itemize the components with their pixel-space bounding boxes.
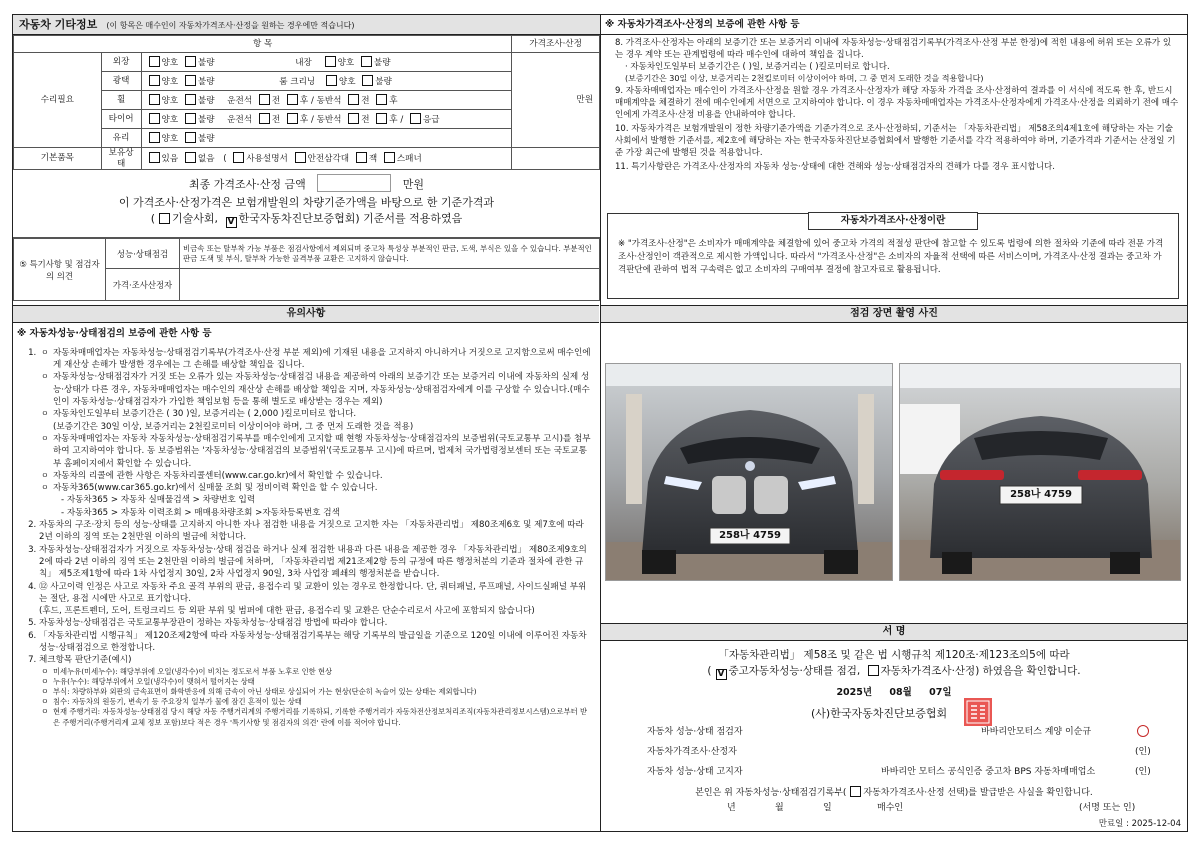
right-column [601,15,1187,831]
notifier-value: 바바리안 모터스 공식인증 중고차 BPS 자동차매매업소 [881,767,1096,777]
driver-side-label: 운전석 [227,114,253,125]
notes-subtitle: ※ 자동차성능·상태점검의 보증에 관한 사항 등 [17,328,212,339]
rear-photo [899,363,1181,581]
note-text: 7. 체크항목 판단기준(예시) [39,655,132,666]
item-column-header: 항 목 [14,36,512,53]
bad-label: 불량 [375,76,392,87]
criteria-item: ㅇ 침수: 자동차의 원동기, 변속기 등 주요장치 일부가 물에 잠긴 흔적이 있는 상태 [39,697,591,707]
notes-section [13,325,599,728]
signature-check-line [601,665,1187,680]
price-warranty-title: ※ 자동차가격조사·산정의 보증에 관한 사항 등 [601,15,1187,35]
signature-org: (사)한국자동차진단보증협회 [811,707,948,720]
final-price-block [13,170,600,238]
good-label: 양호 [161,95,179,106]
other-info-header [13,15,600,35]
front-label: 전 [361,95,370,106]
notes-list [13,347,591,728]
exterior-row [141,53,512,72]
price-item-9: 9. 자동차매매업자는 매수인이 가격조사·산정을 원할 경우 가격조사·산정자가 해당 자동차 가격을 조사·산정하여 결과를 이 서식에 적도록 한 후, 반드시 매매계약을 체결하기 전에 매수인에게 서면으로 고지하여야 합니다. 이 경우 자동차매매업자는 가격조사·산정자에게 가격조사·산정을 의뢰하기 전에 매수인에게 가격조사·산정 비용을 안내하여야 합니다. [615,86,1179,120]
wheel-good-checkbox[interactable] [149,94,160,105]
tech-society-checkbox[interactable] [159,213,170,224]
glass-label: 유리 [101,129,141,148]
other-info-title: 자동차 기타정보 [19,18,98,31]
special-notes-table [13,238,600,301]
interior-label: 내장 [295,57,312,68]
price-definition-box [607,213,1179,299]
wheel-label: 휠 [101,91,141,110]
note-bullet-sub: (보증기간은 30일 이상, 보증거리는 2천킬로미터 이상이어야 하며, 그 중 먼저 도래한 것을 적용) [53,421,414,432]
wheel-passenger-front-checkbox[interactable] [348,94,359,105]
note-bullet: ㅇ 자동차성능·상태점검자가 거짓 또는 오류가 있는 자동차성능·상태점검 내용을 제공하여 아래의 보증기간 또는 보증거리 이내에 자동차의 실제 성능·상태가 다른 경우, 자동차매매업자는 매수인의 재산상 손해를 배상할 책임을 지며, 자동차성능·상태점검자에게 이를 구상할 수 있습니다.(매수인이 자동차성능·상태점검자가 가입한 책임보험 등을 통해 별도로 배상받는 경우는 제외) [39,371,591,408]
perf-check-label: 중고자동차성능·상태를 점검, [728,665,861,677]
rear-license-plate: 258나 4759 [1010,489,1072,500]
bad-label: 불량 [373,57,391,68]
good-label: 양호 [161,76,179,87]
price-item-8-warranty: · 자동차인도일부터 보증기간은 ( )일, 보증거리는 ( )킬로미터로 합니다. [625,62,890,72]
glass-bad-checkbox[interactable] [185,132,196,143]
price-item-8: 8. 가격조사·산정자는 아래의 보증기간 또는 보증거리 이내에 자동차성능·상태점검기록부(가격조사·산정 부분 한정)에 적힌 내용에 허위 또는 오류가 있는 경우 계약 또는 관계법령에 따라 매수인에 대하여 책임을 집니다. [615,38,1172,60]
date-year-unit: 년 [862,687,873,698]
perf-check-checkbox[interactable]: V [716,669,727,680]
bad-label: 불량 [197,57,215,68]
triangle-label: 안전삼각대 [307,154,350,165]
note-bullet: ㅇ 자동차의 리콜에 관한 사항은 자동차리콜센터(www.car.go.kr)에서 확인할 수 있습니다. [39,470,591,482]
basis-open-paren: ( [150,212,155,226]
exterior-label: 외장 [101,53,141,72]
inspector-value: 바바리안모터스 계양 이순규 [981,727,1092,737]
possession-no-checkbox[interactable] [185,152,196,163]
signature-law-line: 「자동차관리법」 제58조 및 같은 법 시행규칙 제120조·제123조의5에 따라 [718,649,1070,661]
note-text-sub: (후드, 프론트펜더, 도어, 트렁크리드 등 외판 부위 및 범퍼에 대한 판금, 용접수리 및 교환은 단순수리로서 사고에 포함되지 않습니다) [39,606,535,617]
glass-row [141,129,512,148]
possession-yes-checkbox[interactable] [149,152,160,163]
tire-emergency-checkbox[interactable] [410,113,421,124]
note-bullet: ㅇ 1. 자동차매매업자는 자동차성능·상태점검기록부(가격조사·산정 부분 제외)에 기재된 내용을 고지하지 아니하거나 거짓으로 고지함으로써 매수인에게 재산상 손해가 발생한 경우에는 그 손해를 배상할 책임을 집니다. [39,347,591,372]
gloss-label: 광택 [101,72,141,91]
front-label: 전 [361,114,370,125]
criteria-list [39,667,591,728]
kaa-label: 한국자동차진단보증협회) 기준서를 적용하였음 [238,212,463,226]
jack-checkbox[interactable] [356,152,367,163]
exterior-bad-checkbox[interactable] [185,56,196,67]
rear-label: 후 / [389,114,404,125]
front-car-image [606,364,893,581]
note-bullet-sub: - 자동차365 > 자동차 실매물검색 > 차량번호 입력 [61,495,256,506]
note-bullet: ㅇ 자동차매매업자는 자동차 자동차성능·상태점검기록부를 매수인에게 고지할 때 현행 자동차성능·상태점검자의 보증범위(국토교통부 고시)를 첨부하여 고지하여야 합니다. 동 보증범위는 '자동차성능·상태점검의 보증범위'(국토교통부 고시)에 따르며, 법제처 국가법령정보센터 또는 국토교통부 홈페이지에서 확인할 수 있습니다. [39,433,591,470]
repair-group-label: 수리필요 [14,53,102,148]
emergency-label: 응급 [422,114,440,125]
gloss-row [141,72,512,91]
expiry-date: 만료일 : 2025-12-04 [1098,819,1181,829]
good-label: 양호 [161,57,179,68]
tire-passenger-rear-checkbox[interactable] [376,113,387,124]
front-license-plate: 258나 4759 [719,530,781,541]
possession-label: 보유상태 [101,148,141,170]
final-price-input[interactable] [317,174,391,192]
price-opinion-label: 가격·조사산정자 [106,269,180,301]
bad-label: 불량 [197,95,215,106]
note-item: 6. 「자동차관리법 시행규칙」 제120조제2항에 따라 자동차성능·상태점검기록부는 해당 기록부의 발급일을 기준으로 120일 이내에 이루어진 자동차 성능·상태점검으로 한정합니다. [39,630,591,655]
other-info-table [13,35,600,170]
price-check-checkbox[interactable] [868,665,879,676]
rear-passenger-label: 후 / 동반석 [299,114,342,125]
basic-price-cell [512,148,600,170]
exterior-good-checkbox[interactable] [149,56,160,67]
wheel-row [141,91,512,110]
price-warranty-items [601,35,1187,173]
good-label: 양호 [338,76,356,87]
notes-bar: 유의사항 [13,305,599,323]
basis-line1: 이 가격조사·산정가격은 보험개발원의 차량기준가액을 바탕으로 한 기준가격과 [118,196,495,210]
inspector-label: 자동차 성능·상태 점검자 [647,727,743,737]
none-label: 없음 [197,154,215,165]
room-clean-good-checkbox[interactable] [326,75,337,86]
front-label: 전 [271,114,281,125]
date-month: 08 [889,687,903,698]
gloss-bad-checkbox[interactable] [185,75,196,86]
gloss-good-checkbox[interactable] [149,75,160,86]
buyer-sign-seal: (서명 또는 인) [1079,803,1136,813]
rear-passenger-label: 후 / 동반석 [299,95,342,106]
perf-opinion-text: 비금속 또는 탈부착 가능 부품은 점검사항에서 제외되며 중고차 특성상 부분적인 판금, 도색, 부식은 있을 수 있습니다. 부분적인 판금 도색 및 부식, 탈부착 가능한 골격부품 교환은 고지하지 않습니다. [180,239,600,269]
note-item: 3. 자동차성능·상태점검자가 거짓으로 자동차성능·상태 점검을 하거나 실제 점검한 내용과 다른 내용을 제공한 경우 「자동차관리법」 제80조제9호의2에 따라 2년 이하의 징역 또는 2천만원 이하의 벌금에 처하며, 「자동차관리법 제21조제2항 등의 규정에 따른 행정처분의 기준과 절차에 관한 규칙」 제5조제1항에 따라 1차 사업정지 30일, 2차 사업정지 90일, 3차 사업장 폐쇄의 행정처분을 받습니다. [39,544,591,581]
note-item [39,654,591,728]
basic-group-label: 기본품목 [14,148,102,170]
price-check-label: 자동차가격조사·산정) 하였음을 확인합니다. [880,665,1081,677]
buyer-month: 월 [775,803,784,813]
criteria-item: ㅇ 미세누유(미세누수): 해당부위에 오일(냉각수)이 비치는 정도로서 부품 노후로 인한 현상 [39,667,591,677]
tire-bad-checkbox[interactable] [185,113,196,124]
seal-stamp-icon [963,697,993,727]
price-assessor-seal: (인) [1135,747,1151,757]
price-definition-text: ※ "가격조사·산정"은 소비자가 매매계약을 체결함에 있어 중고차 가격의 적절성 판단에 참고할 수 있도록 법령에 의한 절차와 기준에 따라 전문 가격조사·산정인이 객관적으로 제시한 가액입니다. 따라서 "가격조사·산정"은 소비자의 자율적 선택에 따른 서비스이며, 가격조사·산정 결과는 중고차 가격판단에 관하여 법적 구속력은 없고 소비자의 구매여부 결정에 참고자료로 활용됩니다. [618,239,1164,275]
price-item-8-note: (보증기간은 30일 이상, 보증거리는 2천킬로미터 이상이어야 하며, 그 중 먼저 도래한 것을 적용합니다) [625,74,984,83]
buyer-label: 매수인 [877,803,904,813]
bad-label: 불량 [197,76,215,87]
receipt-text-a: 본인은 위 자동차성능·상태점검기록부( [695,788,847,798]
basic-items-row: 있음 없음 ( 사용설명서 안전삼각대 잭 스패너 [141,148,512,170]
rear-label: 후 [389,95,398,106]
interior-good-checkbox[interactable] [325,56,336,67]
other-info-note: (이 항목은 매수인이 자동차가격조사·산정을 원하는 경우에만 적습니다) [106,21,355,30]
interior-bad-checkbox[interactable] [361,56,372,67]
date-year: 2025 [836,687,863,698]
note-text: 4. ⑫ 사고이력 인정은 사고로 자동차 주요 골격 부위의 판금, 용접수리 및 교환이 있는 경우로 한정합니다. 단, 쿼터패널, 루프패널, 사이드실패널 부위는 절단, 용접 시에만 사고로 표기합니다. [39,581,587,604]
tire-row [141,110,512,129]
inspector-stamp-icon [1137,725,1149,737]
driver-side-label: 운전석 [227,95,253,106]
note-item [39,581,591,618]
good-label: 양호 [161,133,179,144]
front-photo [605,363,893,581]
have-label: 있음 [161,154,179,165]
triangle-checkbox[interactable] [295,152,306,163]
manual-label: 사용설명서 [246,154,288,165]
note-bullet: ㅇ 자동차365(www.car365.go.kr)에서 실매물 조회 및 정비이력 확인을 할 수 있습니다. [39,482,591,494]
room-clean-bad-checkbox[interactable] [362,75,373,86]
note-item: 5. 자동차성능·상태점검은 국토교통부장관이 정하는 자동차성능·상태점검 방법에 따라야 합니다. [39,617,591,629]
note-item: 2. 자동차의 구조·장치 등의 성능·상태를 고지하지 아니한 자나 점검한 내용을 거짓으로 고지한 자는 「자동차관리법」 제80조제6호 및 제7호에 따라 2년 이하의 징역 또는 2천만원 이하의 벌금에 처합니다. [39,519,591,544]
receipt-text-b: 자동차가격조사·산정 선택)를 발급받은 사실을 확인합니다. [863,788,1093,798]
signature-receipt [601,786,1187,799]
association-seal [963,697,993,727]
photos-bar: 점검 장면 촬영 사진 [601,305,1187,323]
date-day-unit: 일 [942,687,952,698]
tire-good-checkbox[interactable] [149,113,160,124]
bad-label: 불량 [197,114,215,125]
inspection-record-page [12,14,1188,832]
rear-car-image [900,364,1181,581]
bad-label: 불량 [197,133,215,144]
notifier-seal: (인) [1135,767,1151,777]
price-column-header: 가격조사·산정 [512,36,600,53]
final-price-unit: 만원 [402,178,424,192]
spanner-checkbox[interactable] [384,152,395,163]
tech-society-label: 기술사회, [171,212,218,226]
perf-opinion-label: 성능·상태점검 [106,239,180,269]
wheel-driver-front-checkbox[interactable] [259,94,270,105]
note-item [39,347,591,519]
basis-line2 [13,212,600,228]
price-assessor-label: 자동차가격조사·산정자 [647,747,737,757]
good-label: 양호 [337,57,355,68]
criteria-item: ㅇ 현재 주행거리: 자동차성능·상태점검 당시 해당 자동 주행거리계의 주행거리를 기록하되, 기록한 주행거리가 자동차전산정보처리조직(자동차관리정보시스템)으로부터 받은 주행거리(주행거리계 교체 정보 포함)보다 적은 경우 '특기사항 및 점검자의 의견' 란에 이를 적어야 합니다. [39,707,591,727]
wheel-passenger-rear-checkbox[interactable] [376,94,387,105]
tire-driver-front-checkbox[interactable] [259,113,270,124]
glass-good-checkbox[interactable] [149,132,160,143]
signature-bar: 서 명 [601,623,1187,641]
note-bullet-sub: - 자동차365 > 자동차 이력조회 > 매매용차량조회 >자동차등록번호 검색 [61,507,340,518]
jack-label: 잭 [368,154,378,165]
room-clean-label: 룸 크리닝 [279,76,316,87]
price-item-10: 10. 자동차가격은 보험개발원이 정한 차량기준가액을 기준가격으로 조사·산정하되, 기준서는 「자동차관리법」 제58조의4제1호에 해당하는 자는 기술사회에서 발행한 기준서를, 제2호에 해당하는 자는 한국자동차진단보증협회에서 발행한 기준서를 각각 적용하여야 하며, 기준가격과 기준서는 산정일 기준 가장 최근에 발행된 것을 적용합니다. [615,124,1176,158]
buyer-day: 일 [823,803,832,813]
buyer-year: 년 [727,803,736,813]
left-column [13,15,601,831]
good-label: 양호 [161,114,179,125]
criteria-item: ㅇ 누유(누수): 해당부위에서 오일(냉각수)이 맺혀서 떨어지는 상태 [39,677,591,687]
wheel-driver-rear-checkbox[interactable] [287,94,298,105]
date-day: 07 [929,687,943,698]
receipt-price-checkbox[interactable] [850,786,861,797]
final-price-label: 최종 가격조사·산정 금액 [188,178,306,192]
special-notes-label: ⑤ 특기사항 및 점검자의 의견 [14,239,106,301]
tire-passenger-front-checkbox[interactable] [348,113,359,124]
spanner-label: 스패너 [396,154,422,165]
tire-label: 타이어 [101,110,141,129]
check-open-paren: ( [707,665,712,677]
manual-checkbox[interactable] [233,152,244,163]
notifier-label: 자동차 성능·상태 고지자 [647,767,743,777]
price-definition-title: 자동차가격조사·산정이란 [808,212,978,230]
criteria-item: ㅇ 부식: 차량하부와 외판의 금속표면이 화학반응에 의해 금속이 아닌 상태로 상실되어 가는 현상(단순히 녹슬어 있는 상태는 제외합니다) [39,687,591,697]
note-bullet: ㅇ 자동차인도일부터 보증기간은 ( 30 )일, 보증거리는 ( 2,000 )킬로미터로 합니다. [39,408,591,420]
repair-unit: 만원 [512,53,600,148]
wheel-bad-checkbox[interactable] [185,94,196,105]
price-item-11: 11. 특기사항란은 가격조사·산정자의 자동차 성능·상태에 대한 견해와 성능·상태점검자의 견해가 다를 경우 표시합니다. [615,162,1055,172]
price-opinion-text [180,269,600,301]
tire-driver-rear-checkbox[interactable] [287,113,298,124]
kaa-checkbox[interactable]: V [226,217,237,228]
front-label: 전 [271,95,281,106]
signature-date [601,687,1187,699]
date-month-unit: 월 [902,687,912,698]
